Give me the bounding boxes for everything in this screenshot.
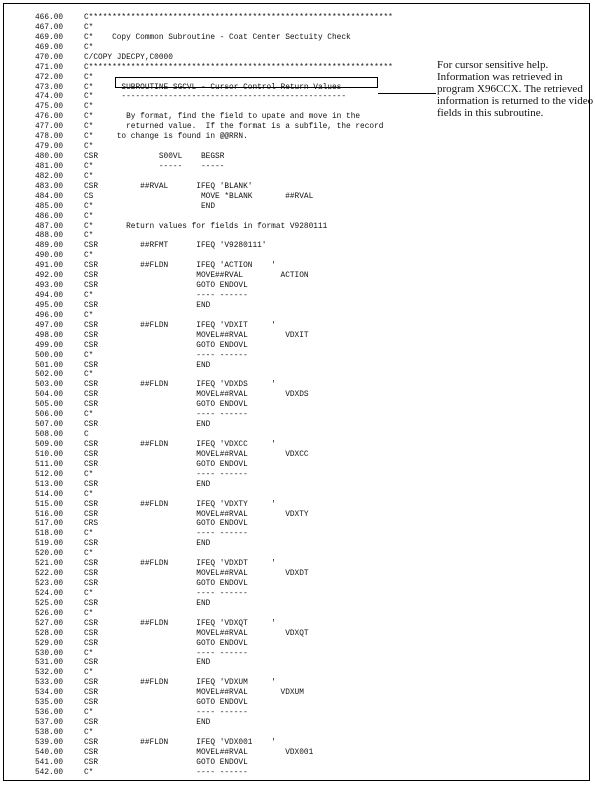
line-number: 523.00	[35, 580, 64, 588]
line-number: 533.00	[35, 679, 64, 688]
line-number: 501.00	[35, 361, 64, 370]
code-text: CSR GOTO ENDOVL	[84, 758, 248, 767]
code-text: CRS GOTO ENDOVL	[84, 520, 248, 529]
code-text: CSR GOTO ENDOVL	[84, 401, 248, 410]
line-number: 510.00	[35, 450, 64, 459]
line-number: 490.00	[35, 252, 64, 261]
line-number: 532.00	[35, 669, 64, 678]
line-number: 473.00	[35, 83, 64, 92]
line-number: 493.00	[35, 282, 64, 291]
line-number: 489.00	[35, 242, 64, 251]
line-number: 479.00	[35, 143, 64, 152]
code-text: CSR ##FLDN IFEQ 'ACTION '	[84, 262, 276, 271]
line-number: 499.00	[35, 341, 64, 350]
code-text: C* ---- ------	[84, 292, 248, 301]
line-number: 538.00	[35, 728, 64, 737]
code-text: CSR MOVEL##RVAL VDXDS	[84, 391, 309, 400]
line-number: 521.00	[35, 560, 64, 569]
line-number: 518.00	[35, 530, 64, 539]
line-number: 537.00	[35, 719, 64, 728]
line-number: 483.00	[35, 182, 64, 191]
code-text: CSR END	[84, 361, 211, 370]
code-text: C*	[84, 172, 94, 181]
line-number: 478.00	[35, 133, 64, 142]
code-text: CSR ##FLDN IFEQ 'VDXQT '	[84, 619, 276, 628]
code-text: C*	[84, 728, 94, 737]
line-number: 527.00	[35, 619, 64, 628]
code-text: C*	[84, 43, 94, 52]
line-number: 494.00	[35, 292, 64, 301]
line-number: 530.00	[35, 649, 64, 658]
code-text: CSR MOVEL##RVAL VDXIT	[84, 331, 309, 340]
line-number: 535.00	[35, 699, 64, 708]
code-text: C*	[84, 609, 94, 618]
line-number: 475.00	[35, 103, 64, 112]
code-text: CS MOVE *BLANK ##RVAL	[84, 192, 314, 201]
line-number: 542.00	[35, 768, 64, 777]
line-number: 472.00	[35, 73, 64, 82]
line-number: 482.00	[35, 172, 64, 181]
code-text: C* ----- -----	[84, 162, 225, 171]
code-text: CSR GOTO ENDOVL	[84, 639, 248, 648]
line-number: 503.00	[35, 381, 64, 390]
code-text: CSR ##FLDN IFEQ 'VDXDT '	[84, 560, 276, 569]
line-number: 517.00	[35, 520, 64, 529]
line-number: 531.00	[35, 659, 64, 668]
line-number: 491.00	[35, 262, 64, 271]
line-number: 515.00	[35, 500, 64, 509]
code-text: CSR MOVEL##RVAL VDX001	[84, 748, 314, 757]
code-text: CSR GOTO ENDOVL	[84, 580, 248, 588]
line-number: 496.00	[35, 311, 64, 320]
code-text: C* Copy Common Subroutine - Coat Center Sectuity Check	[84, 33, 351, 42]
line-number: 524.00	[35, 589, 64, 598]
line-number: 526.00	[35, 609, 64, 618]
line-number: 502.00	[35, 371, 64, 380]
subroutine-highlight-box	[115, 77, 378, 88]
code-text: CSR END	[84, 540, 211, 549]
line-number: 495.00	[35, 301, 64, 310]
line-number: 541.00	[35, 758, 64, 767]
code-text: CSR S00VL BEGSR	[84, 153, 225, 162]
code-text: CSR MOVEL##RVAL VDXCC	[84, 450, 309, 459]
code-text: CSR ##FLDN IFEQ 'VDXUM '	[84, 679, 276, 688]
code-text: C*****************************************************************	[84, 63, 393, 72]
line-number: 469.00	[35, 33, 64, 42]
line-number: 509.00	[35, 440, 64, 449]
code-text: C*	[84, 212, 94, 221]
code-text: C* By format, find the field to upate and move in the	[84, 113, 361, 122]
code-text: C* END	[84, 202, 216, 211]
code-text: CSR ##RFMT IFEQ 'V9280111'	[84, 242, 267, 251]
code-text: C*	[84, 669, 94, 678]
code-text: CSR MOVEL##RVAL VDXTY	[84, 510, 309, 519]
line-number: 514.00	[35, 490, 64, 499]
line-number: 536.00	[35, 709, 64, 718]
code-text: C* ------------------------------------------------	[84, 93, 347, 102]
code-text: C*	[84, 252, 94, 261]
line-number: 484.00	[35, 192, 64, 201]
code-text: CSR GOTO ENDOVL	[84, 282, 248, 291]
line-number: 481.00	[35, 162, 64, 171]
line-number: 485.00	[35, 202, 64, 211]
line-number: 513.00	[35, 480, 64, 489]
code-text: C*	[84, 490, 94, 499]
line-number: 470.00	[35, 53, 64, 62]
line-number: 477.00	[35, 123, 64, 132]
code-text: CSR END	[84, 659, 211, 668]
code-text: C* ---- ------	[84, 530, 248, 539]
code-text: CSR MOVEL##RVAL VDXQT	[84, 629, 309, 638]
line-number: 486.00	[35, 212, 64, 221]
page-frame	[3, 3, 594, 781]
code-text: C* SUBROUTINE SGCVL - Cursor Control Return Values	[84, 83, 342, 92]
code-text: CSR GOTO ENDOVL	[84, 341, 248, 350]
line-number: 466.00	[35, 14, 64, 22]
code-text: CSR ##FLDN IFEQ 'VDXCC '	[84, 440, 276, 449]
code-text: CSR END	[84, 599, 211, 608]
code-text: C*	[84, 550, 94, 559]
code-text: C* to change is found in @@RRN.	[84, 133, 248, 142]
code-text: C* ---- ------	[84, 351, 248, 360]
code-text: C*	[84, 73, 94, 82]
line-number: 508.00	[35, 431, 64, 440]
line-number: 528.00	[35, 629, 64, 638]
line-number: 505.00	[35, 401, 64, 410]
line-number: 467.00	[35, 23, 64, 32]
line-number: 471.00	[35, 63, 64, 72]
code-text: CSR END	[84, 421, 211, 430]
code-text: C*	[84, 371, 94, 380]
code-text: CSR MOVE##RVAL ACTION	[84, 272, 309, 281]
code-text: C* ---- ------	[84, 649, 248, 658]
line-number: 520.00	[35, 550, 64, 559]
callout-note: For cursor sensitive help. Information was retrieved in program X96CCX. The retrieved information is returned to the video fields in this subroutine.	[437, 59, 594, 119]
code-text: C	[84, 431, 89, 440]
code-text: CSR END	[84, 719, 211, 728]
code-text: C*	[84, 311, 94, 320]
code-text: CSR MOVEL##RVAL VDXUM	[84, 689, 304, 698]
code-text: CSR ##RVAL IFEQ 'BLANK'	[84, 182, 253, 191]
code-text: C* Return values for fields in format V9280111	[84, 222, 328, 231]
line-number: 516.00	[35, 510, 64, 519]
code-text: C* returned value. If the format is a subfile, the record	[84, 123, 384, 132]
code-text: CSR GOTO ENDOVL	[84, 699, 248, 708]
code-text: C* ---- ------	[84, 709, 248, 718]
code-text: CSR ##FLDN IFEQ 'VDXTY '	[84, 500, 276, 509]
callout-leader-line	[378, 93, 436, 94]
line-number: 492.00	[35, 272, 64, 281]
line-number: 540.00	[35, 748, 64, 757]
code-text: C/COPY JDECPY,C0000	[84, 53, 173, 62]
line-number: 506.00	[35, 411, 64, 420]
line-number: 474.00	[35, 93, 64, 102]
code-text: CSR END	[84, 480, 211, 489]
code-text: C* ---- ------	[84, 589, 248, 598]
code-text: CSR ##FLDN IFEQ 'VDXIT '	[84, 321, 276, 330]
code-text: C*	[84, 143, 94, 152]
code-text: CSR ##FLDN IFEQ 'VDX001 '	[84, 738, 276, 747]
line-number: 507.00	[35, 421, 64, 430]
code-text: C*	[84, 103, 94, 112]
line-number: 511.00	[35, 460, 64, 469]
code-text: C* ---- ------	[84, 411, 248, 420]
code-text: C* ---- ------	[84, 470, 248, 479]
line-number: 504.00	[35, 391, 64, 400]
code-text: CSR END	[84, 301, 211, 310]
line-number: 488.00	[35, 232, 64, 241]
line-number: 519.00	[35, 540, 64, 549]
line-number: 522.00	[35, 570, 64, 579]
line-number: 529.00	[35, 639, 64, 648]
line-number: 500.00	[35, 351, 64, 360]
code-text: C*	[84, 232, 94, 241]
line-number: 498.00	[35, 331, 64, 340]
line-number: 469.00	[35, 43, 64, 52]
code-text: CSR MOVEL##RVAL VDXDT	[84, 570, 309, 579]
line-number: 487.00	[35, 222, 64, 231]
line-number: 476.00	[35, 113, 64, 122]
line-number: 480.00	[35, 153, 64, 162]
code-text: C* ---- ------	[84, 768, 248, 777]
code-text: C*****************************************************************	[84, 14, 393, 22]
line-number: 539.00	[35, 738, 64, 747]
code-text: CSR ##FLDN IFEQ 'VDXDS '	[84, 381, 276, 390]
line-number: 512.00	[35, 470, 64, 479]
line-number: 525.00	[35, 599, 64, 608]
line-number: 534.00	[35, 689, 64, 698]
code-text: CSR GOTO ENDOVL	[84, 460, 248, 469]
code-text: C*	[84, 23, 94, 32]
line-number: 497.00	[35, 321, 64, 330]
